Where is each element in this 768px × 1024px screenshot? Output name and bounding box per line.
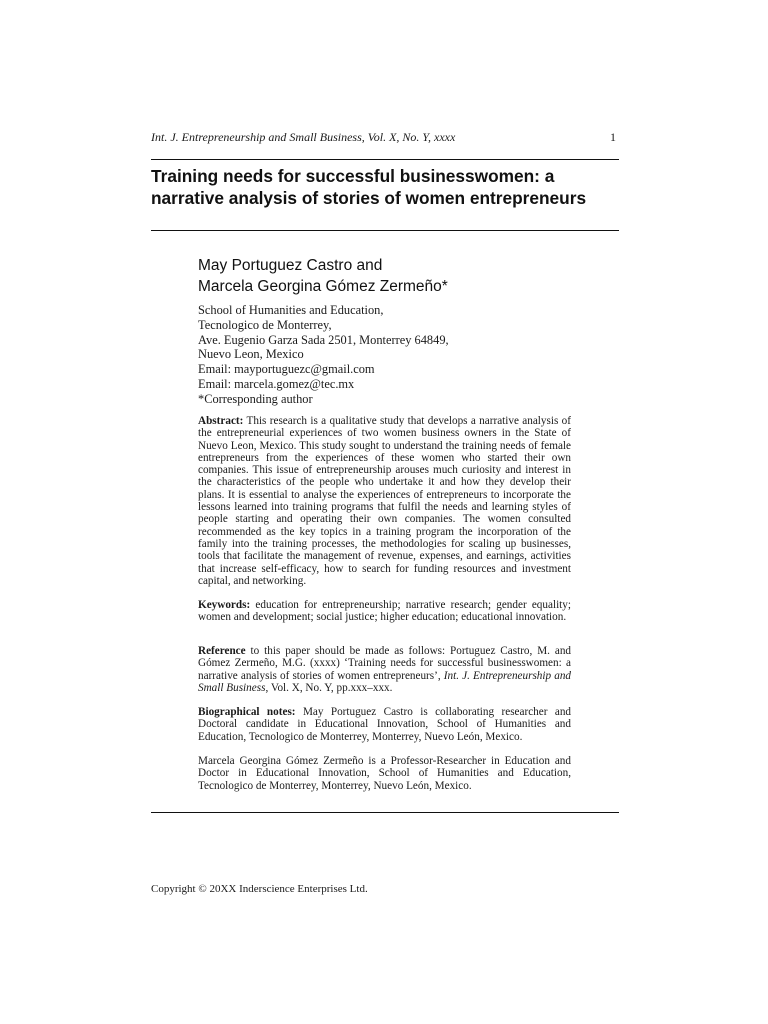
abstract-label: Abstract: — [198, 415, 244, 427]
author2-email: Email: marcela.gomez@tec.mx — [198, 376, 355, 391]
abstract — [198, 415, 571, 587]
author-line-2: Marcela Georgina Gómez Zermeño* — [198, 278, 448, 295]
bio-author-1: May Portuguez Castro is collaborating researcher and Doctoral candidate in Educational Innovation, School of Humanities and Education, Tecnologico de Monterrey, Monterrey, Nuevo León, Mexico. — [198, 706, 572, 743]
affiliation-institution: Tecnologico de Monterrey, — [198, 317, 332, 332]
biographical-notes — [198, 706, 571, 743]
reference-text: to this paper should be made as follows: Portuguez Castro, M. and Gómez Zermeño, M.G. (xxxx) ‘Training needs for successful businesswomen: a narrative analysis of stories of women entrepreneurs’, — [198, 645, 572, 682]
biographical-notes-label: Biographical notes: — [198, 706, 296, 718]
title-rule — [151, 230, 619, 231]
article-title: Training needs for successful businesswomen: a narrative analysis of stories of women entrepreneurs — [151, 166, 587, 208]
header-rule — [151, 159, 619, 160]
keywords-label: Keywords: — [198, 599, 251, 611]
journal-running-head: Int. J. Entrepreneurship and Small Business, Vol. X, No. Y, xxxx — [151, 130, 456, 144]
author1-email: Email: mayportuguezc@gmail.com — [198, 362, 375, 377]
author-line-1: May Portuguez Castro and — [198, 257, 383, 274]
affiliation-street: Ave. Eugenio Garza Sada 2501, Monterrey 64849, — [198, 332, 449, 347]
keywords-text: education for entrepreneurship; narrative research; gender equality; women and development; social justice; higher education; educational innovation. — [198, 599, 571, 624]
affiliation-block — [198, 303, 618, 407]
footer-rule — [151, 812, 619, 813]
reference-journal: Int. J. Entrepreneurship and Small Business — [198, 669, 572, 694]
author-list — [198, 255, 618, 297]
bio-author-2: Marcela Georgina Gómez Zermeño is a Professor-Researcher in Education and Doctor in Educational Innovation, School of Humanities and Education, Tecnologico de Monterrey, Monterrey, Nuevo León, Mexico. — [198, 755, 571, 792]
reference-label: Reference — [198, 645, 246, 657]
abstract-text: This research is a qualitative study that develops a narrative analysis of the entrepreneurial experiences of two women business owners in the State of Nuevo Leon, Mexico. This study sought to understand the training needs of female entrepreneurs from the experiences of these women who started their own companies. This issue of entrepreneurship arouses much curiosity and interest in the characteristics of the people who undertake it and how they develop their plans. It is essential to analyse the experiences of entrepreneurs to incorporate the lessons learned into training programs that fulfil the needs and learning styles of people starting and operating their own companies. The women consulted recommended as the key topics in a training program the incorporation of the family into the training processes, the methodologies for scaling up businesses, tools that facilitate the management of revenue, expenses, and earnings, activities that increase self-efficacy, how to search for funding resources and investment capital, and networking. — [198, 415, 571, 587]
reference — [198, 645, 571, 694]
keywords — [198, 599, 571, 624]
copyright-notice: Copyright © 20XX Inderscience Enterprises Ltd. — [151, 883, 368, 895]
reference-volume: , Vol. X, No. Y, pp.xxx–xxx. — [265, 681, 393, 694]
affiliation-state: Nuevo Leon, Mexico — [198, 347, 304, 362]
affiliation-school: School of Humanities and Education, — [198, 303, 384, 317]
page-number: 1 — [610, 130, 616, 144]
corresponding-author-note: *Corresponding author — [198, 391, 313, 406]
